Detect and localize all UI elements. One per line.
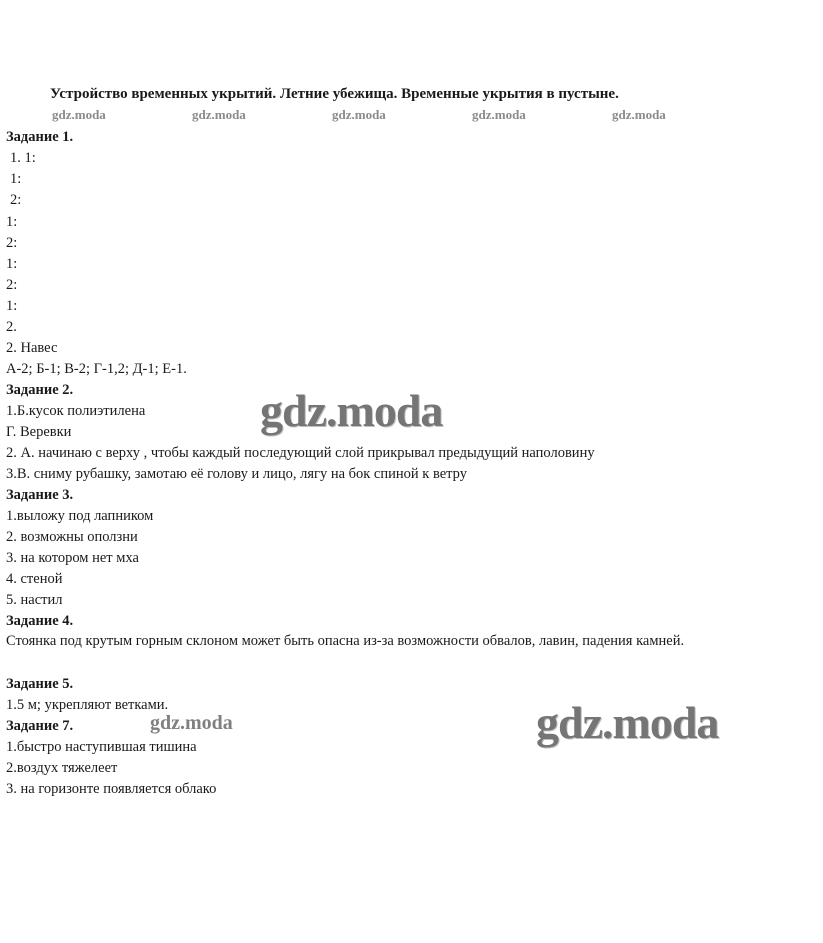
task-5-line: 1.5 м; укрепляют ветками. [6,697,169,713]
task-2-line: 2. А. начинаю с верху , чтобы каждый последующий слой прикрывал предыдущий наполовину [6,445,595,461]
task-3-line: 5. настил [6,592,63,608]
task-3-line: 2. возможны оползни [6,529,138,545]
watermark-logo: gdz.moda [536,697,719,748]
page-title: Устройство временных укрытий. Летние убежища. Временные укрытия в пустыне. [50,86,619,102]
task-3-heading: Задание 3. [6,487,74,503]
watermark-logo: gdz.moda [260,385,443,436]
watermark-logo: gdz.moda [150,712,233,734]
task-4-text: Стоянка под крутым горным склоном может быть опасна из-за возможности обвалов, лавин, падения камней. [6,633,685,649]
task-1-line: 1. 1: [10,150,36,166]
watermark-text: gdz.moda [52,107,106,122]
task-2-line: 3.В. сниму рубашку, замотаю её голову и лицо, лягу на бок спиной к ветру [6,466,467,482]
task-1-line: 2. [6,319,17,335]
task-1-line: 1: [6,256,18,272]
task-3-line: 3. на котором нет мха [6,550,139,566]
watermark-text: gdz.moda [612,107,666,122]
task-1-line: 2: [6,235,18,251]
task-7-line: 1.быстро наступившая тишина [6,739,197,755]
task-2-line: Г. Веревки [6,424,72,440]
watermark-row [0,107,823,123]
task-2-heading: Задание 2. [6,382,74,398]
watermark-text: gdz.moda [472,107,526,122]
task-1-heading: Задание 1. [6,129,74,145]
task-1-line: 1: [6,298,18,314]
watermark-text: gdz.moda [332,107,386,122]
task-1-line: 1: [10,171,22,187]
task-1-line: 2: [10,192,22,208]
task-7-line: 3. на горизонте появляется облако [6,781,217,797]
task-3-line: 1.выложу под лапником [6,508,154,524]
task-5-heading: Задание 5. [6,676,74,692]
watermark-text: gdz.moda [192,107,246,122]
task-7-heading: Задание 7. [6,718,74,734]
task-2-line: 1.Б.кусок полиэтилена [6,403,146,419]
task-1-line: 2. Навес [6,340,58,356]
task-1-line: 2: [6,277,18,293]
task-1-line: А-2; Б-1; В-2; Г-1,2; Д-1; Е-1. [6,361,187,377]
task-3-line: 4. стеной [6,571,63,587]
task-1-line: 1: [6,214,18,230]
task-7-line: 2.воздух тяжелеет [6,760,118,776]
task-4-heading: Задание 4. [6,613,74,629]
